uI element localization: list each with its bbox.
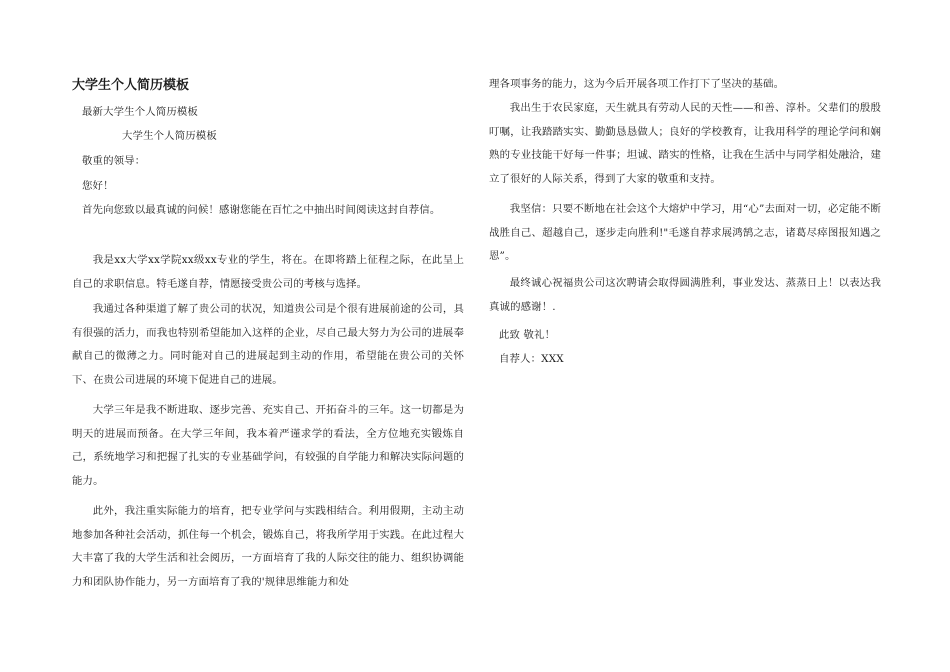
paragraph-company-knowledge: 我通过各种渠道了解了贵公司的状况，知道贵公司是个很有进展前途的公司，具有很强的活力，而我也特别希望能加入这样的企业，尽自己最大努力为公司的进展奉献自己的微薄之力。同时能对自己的进展起到主动的作用，希望能在贵公司的关怀下、在贵公司进展的环境下促进自己的进展。 (72, 303, 464, 386)
paragraph-origin: 我出生于农民家庭，天生就具有劳动人民的天性——和善、淳朴。父辈们的殷殷叮嘱，让我踏踏实实、勤勤恳恳做人；良好的学校教育，让我用科学的理论学问和娴熟的专业技能干好每一件事；坦诚、踏实的性格，让我在生活中与同学相处融洽，建立了很好的人际关系，得到了大家的敬重和支持。 (489, 102, 881, 185)
paragraph-belief: 我坚信：只要不断地在社会这个大熔炉中学习，用“心”去面对一切，必定能不断战胜自己、超越自己，逐步走向胜利!"毛遂自荐求展鸿鹄之志，诸葛尽瘁图报知遇之恩”。 (489, 203, 881, 262)
paragraph-intro: 首先向您致以最真诚的问候！感谢您能在百忙之中抽出时间阅读这封自荐信。 (82, 204, 441, 216)
salutation: 敬重的领导： (82, 155, 146, 167)
paragraph-continuation: 理各项事务的能力，这为今后开展各项工作打下了坚决的基础。 (489, 78, 785, 90)
paragraph-three-years: 大学三年是我不断进取、逐步完善、充实自己、开拓奋斗的三年。这一切都是为明天的进展而预备。在大学三年间，我本着严谨求学的看法，全方位地充实锻炼自己，系统地学习和把握了扎实的专业基础学问，有较强的自学能力和解决实际问题的能力。 (72, 404, 464, 487)
paragraph-wish: 最终诚心祝福贵公司这次聘请会取得圆满胜利，事业发达、蒸蒸日上！以表达我真诚的感谢！. (489, 277, 881, 313)
greeting: 您好！ (82, 180, 114, 192)
signature: 自荐人：XXX (499, 353, 564, 365)
paragraph-self-introduction: 我是xx大学xx学院xx级xx专业的学生，将在。在即将踏上征程之际，在此呈上自己的求职信息。特毛遂自荐，情愿接受贵公司的考核与选择。 (72, 254, 464, 290)
subtitle-latest: 最新大学生个人简历模板 (82, 106, 198, 118)
paragraph-practice: 此外，我注重实际能力的培育，把专业学问与实践相结合。利用假期，主动主动地参加各种社会活动，抓住每一个机会，锻炼自己，将我所学用于实践。在此过程大大丰富了我的大学生活和社会阅历，一方面培育了我的人际交往的能力、组织协调能力和团队协作能力，另一方面培育了我的'规律思维能力和处 (72, 505, 464, 588)
closing: 此致 敬礼！ (499, 329, 556, 341)
document-title: 大学生个人简历模板 (72, 78, 190, 93)
subtitle-template: 大学生个人简历模板 (122, 130, 217, 142)
